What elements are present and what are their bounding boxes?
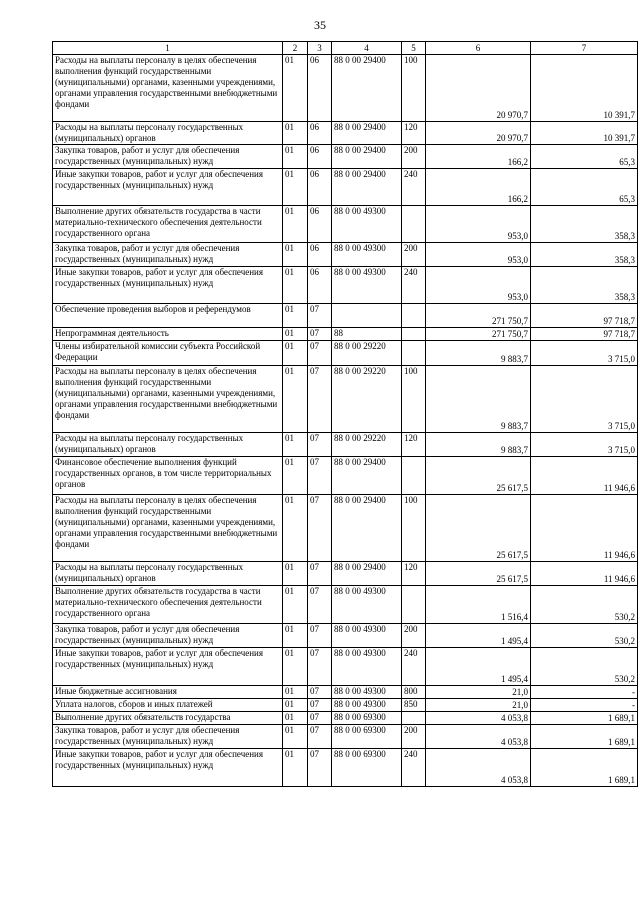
header-cell: 1 — [53, 42, 283, 55]
podrazdel-cell: 07 — [308, 624, 332, 648]
razdel-cell: 01 — [283, 145, 308, 169]
value-col6-cell: 25 617,5 — [426, 495, 531, 562]
csr-cell: 88 0 00 29220 — [332, 341, 402, 366]
table-row — [53, 725, 638, 749]
table-row — [53, 686, 638, 699]
razdel-cell: 01 — [283, 304, 308, 328]
csr-cell: 88 0 00 29220 — [332, 433, 402, 457]
row-name-cell: Расходы на выплаты персоналу государственных (муниципальных) органов — [53, 122, 283, 145]
row-name-cell: Закупка товаров, работ и услуг для обеспечения государственных (муниципальных) нужд — [53, 243, 283, 267]
value-col6-cell: 271 750,7 — [426, 328, 531, 341]
vr-cell — [402, 586, 426, 624]
table-row — [53, 122, 638, 145]
podrazdel-cell: 06 — [308, 55, 332, 122]
razdel-cell: 01 — [283, 55, 308, 122]
value-col6-cell: 21,0 — [426, 686, 531, 699]
table-row — [53, 328, 638, 341]
podrazdel-cell: 07 — [308, 562, 332, 586]
value-col7-cell: 1 689,1 — [531, 749, 638, 787]
row-name-cell: Расходы на выплаты персоналу государственных (муниципальных) органов — [53, 562, 283, 586]
csr-cell: 88 0 00 29400 — [332, 55, 402, 122]
value-col7-cell: 1 689,1 — [531, 712, 638, 725]
header-cell: 5 — [402, 42, 426, 55]
row-name-cell: Расходы на выплаты персоналу в целях обеспечения выполнения функций государственными (муниципальными) органами, казенными учреждениями, органами управления государственными внебюджетными фондами — [53, 55, 283, 122]
value-col7-cell: 358,3 — [531, 206, 638, 243]
podrazdel-cell: 07 — [308, 366, 332, 433]
value-col6-cell: 166,2 — [426, 145, 531, 169]
row-name-cell: Закупка товаров, работ и услуг для обеспечения государственных (муниципальных) нужд — [53, 624, 283, 648]
vr-cell: 240 — [402, 267, 426, 304]
table-row — [53, 243, 638, 267]
value-col6-cell: 953,0 — [426, 206, 531, 243]
row-name-cell: Иные закупки товаров, работ и услуг для обеспечения государственных (муниципальных) нужд — [53, 648, 283, 686]
value-col6-cell: 271 750,7 — [426, 304, 531, 328]
table-row — [53, 712, 638, 725]
table-row — [53, 145, 638, 169]
csr-cell: 88 0 00 69300 — [332, 712, 402, 725]
razdel-cell: 01 — [283, 686, 308, 699]
csr-cell: 88 0 00 49300 — [332, 686, 402, 699]
table-row — [53, 433, 638, 457]
podrazdel-cell: 07 — [308, 699, 332, 712]
value-col6-cell: 9 883,7 — [426, 366, 531, 433]
podrazdel-cell: 07 — [308, 686, 332, 699]
table-row — [53, 341, 638, 366]
value-col6-cell: 4 053,8 — [426, 725, 531, 749]
row-name-cell: Иные бюджетные ассигнования — [53, 686, 283, 699]
value-col6-cell: 20 970,7 — [426, 55, 531, 122]
podrazdel-cell: 06 — [308, 169, 332, 206]
value-col7-cell: 358,3 — [531, 267, 638, 304]
header-cell: 7 — [531, 42, 638, 55]
table-row — [53, 457, 638, 495]
table-row — [53, 749, 638, 787]
vr-cell — [402, 712, 426, 725]
row-name-cell: Выполнение других обязательств государства в части материально-технического обеспечения деятельности государственного органа — [53, 206, 283, 243]
vr-cell: 100 — [402, 495, 426, 562]
row-name-cell: Обеспечение проведения выборов и референдумов — [53, 304, 283, 328]
razdel-cell: 01 — [283, 749, 308, 787]
table-row — [53, 495, 638, 562]
podrazdel-cell: 07 — [308, 712, 332, 725]
vr-cell: 120 — [402, 562, 426, 586]
razdel-cell: 01 — [283, 243, 308, 267]
csr-cell: 88 0 00 29400 — [332, 457, 402, 495]
csr-cell: 88 0 00 49300 — [332, 206, 402, 243]
podrazdel-cell: 07 — [308, 433, 332, 457]
podrazdel-cell: 07 — [308, 725, 332, 749]
value-col7-cell: 3 715,0 — [531, 433, 638, 457]
podrazdel-cell: 06 — [308, 145, 332, 169]
table-row — [53, 648, 638, 686]
value-col7-cell: 530,2 — [531, 648, 638, 686]
csr-cell: 88 0 00 29400 — [332, 495, 402, 562]
value-col6-cell: 1 495,4 — [426, 624, 531, 648]
csr-cell: 88 0 00 49300 — [332, 648, 402, 686]
value-col6-cell: 9 883,7 — [426, 341, 531, 366]
csr-cell: 88 0 00 29220 — [332, 366, 402, 433]
table-row — [53, 304, 638, 328]
value-col7-cell: 530,2 — [531, 624, 638, 648]
row-name-cell: Иные закупки товаров, работ и услуг для обеспечения государственных (муниципальных) нужд — [53, 267, 283, 304]
value-col6-cell: 21,0 — [426, 699, 531, 712]
razdel-cell: 01 — [283, 328, 308, 341]
row-name-cell: Финансовое обеспечение выполнения функций государственных органов, в том числе территориальных органов — [53, 457, 283, 495]
razdel-cell: 01 — [283, 169, 308, 206]
value-col7-cell: 11 946,6 — [531, 457, 638, 495]
razdel-cell: 01 — [283, 495, 308, 562]
value-col7-cell: 3 715,0 — [531, 341, 638, 366]
value-col6-cell: 4 053,8 — [426, 712, 531, 725]
value-col6-cell: 953,0 — [426, 243, 531, 267]
value-col7-cell: 3 715,0 — [531, 366, 638, 433]
razdel-cell: 01 — [283, 341, 308, 366]
budget-table — [52, 41, 638, 787]
vr-cell: 800 — [402, 686, 426, 699]
table-row — [53, 699, 638, 712]
value-col6-cell: 9 883,7 — [426, 433, 531, 457]
value-col7-cell: 1 689,1 — [531, 725, 638, 749]
csr-cell: 88 0 00 49300 — [332, 624, 402, 648]
razdel-cell: 01 — [283, 206, 308, 243]
csr-cell: 88 0 00 29400 — [332, 122, 402, 145]
value-col7-cell: 65,3 — [531, 169, 638, 206]
razdel-cell: 01 — [283, 122, 308, 145]
vr-cell: 240 — [402, 749, 426, 787]
header-cell: 3 — [308, 42, 332, 55]
vr-cell: 200 — [402, 725, 426, 749]
value-col6-cell: 1 495,4 — [426, 648, 531, 686]
page-number: 35 — [314, 18, 326, 32]
vr-cell: 200 — [402, 624, 426, 648]
value-col6-cell: 953,0 — [426, 267, 531, 304]
value-col7-cell: - — [531, 699, 638, 712]
value-col7-cell: 11 946,6 — [531, 495, 638, 562]
csr-cell: 88 — [332, 328, 402, 341]
podrazdel-cell: 07 — [308, 586, 332, 624]
value-col7-cell: 358,3 — [531, 243, 638, 267]
value-col7-cell: 530,2 — [531, 586, 638, 624]
row-name-cell: Иные закупки товаров, работ и услуг для обеспечения государственных (муниципальных) нужд — [53, 169, 283, 206]
row-name-cell: Закупка товаров, работ и услуг для обеспечения государственных (муниципальных) нужд — [53, 145, 283, 169]
row-name-cell: Выполнение других обязательств государства — [53, 712, 283, 725]
podrazdel-cell: 07 — [308, 495, 332, 562]
razdel-cell: 01 — [283, 624, 308, 648]
podrazdel-cell: 06 — [308, 122, 332, 145]
table-row — [53, 562, 638, 586]
razdel-cell: 01 — [283, 457, 308, 495]
row-name-cell: Непрограммная деятельность — [53, 328, 283, 341]
vr-cell — [402, 328, 426, 341]
header-cell: 6 — [426, 42, 531, 55]
table-row — [53, 55, 638, 122]
value-col6-cell: 20 970,7 — [426, 122, 531, 145]
table-row — [53, 206, 638, 243]
value-col7-cell: 97 718,7 — [531, 304, 638, 328]
csr-cell: 88 0 00 29400 — [332, 145, 402, 169]
vr-cell: 120 — [402, 433, 426, 457]
value-col7-cell: 97 718,7 — [531, 328, 638, 341]
table-row — [53, 267, 638, 304]
value-col7-cell: 10 391,7 — [531, 55, 638, 122]
razdel-cell: 01 — [283, 562, 308, 586]
value-col6-cell: 4 053,8 — [426, 749, 531, 787]
vr-cell — [402, 341, 426, 366]
vr-cell — [402, 304, 426, 328]
podrazdel-cell: 07 — [308, 648, 332, 686]
table-row — [53, 586, 638, 624]
csr-cell: 88 0 00 69300 — [332, 725, 402, 749]
vr-cell: 100 — [402, 55, 426, 122]
value-col6-cell: 166,2 — [426, 169, 531, 206]
row-name-cell: Выполнение других обязательств государства в части материально-технического обеспечения деятельности государственного органа — [53, 586, 283, 624]
row-name-cell: Уплата налогов, сборов и иных платежей — [53, 699, 283, 712]
podrazdel-cell: 07 — [308, 457, 332, 495]
vr-cell — [402, 206, 426, 243]
podrazdel-cell: 06 — [308, 243, 332, 267]
row-name-cell: Расходы на выплаты персоналу в целях обеспечения выполнения функций государственными (муниципальными) органами, казенными учреждениями, органами управления государственными внебюджетными фондами — [53, 366, 283, 433]
razdel-cell: 01 — [283, 586, 308, 624]
razdel-cell: 01 — [283, 712, 308, 725]
header-row — [53, 42, 638, 55]
csr-cell: 88 0 00 49300 — [332, 267, 402, 304]
value-col6-cell: 1 516,4 — [426, 586, 531, 624]
value-col7-cell: - — [531, 686, 638, 699]
csr-cell: 88 0 00 29400 — [332, 562, 402, 586]
vr-cell: 240 — [402, 648, 426, 686]
vr-cell: 120 — [402, 122, 426, 145]
razdel-cell: 01 — [283, 648, 308, 686]
razdel-cell: 01 — [283, 699, 308, 712]
row-name-cell: Расходы на выплаты персоналу в целях обеспечения выполнения функций государственными (муниципальными) органами, казенными учреждениями, органами управления государственными внебюджетными фондами — [53, 495, 283, 562]
vr-cell: 100 — [402, 366, 426, 433]
razdel-cell: 01 — [283, 366, 308, 433]
vr-cell: 240 — [402, 169, 426, 206]
row-name-cell: Расходы на выплаты персоналу государственных (муниципальных) органов — [53, 433, 283, 457]
row-name-cell: Иные закупки товаров, работ и услуг для обеспечения государственных (муниципальных) нужд — [53, 749, 283, 787]
vr-cell — [402, 457, 426, 495]
vr-cell: 850 — [402, 699, 426, 712]
vr-cell: 200 — [402, 145, 426, 169]
table-row — [53, 624, 638, 648]
podrazdel-cell: 07 — [308, 304, 332, 328]
podrazdel-cell: 07 — [308, 749, 332, 787]
csr-cell: 88 0 00 69300 — [332, 749, 402, 787]
table-row — [53, 366, 638, 433]
header-cell: 4 — [332, 42, 402, 55]
value-col6-cell: 25 617,5 — [426, 457, 531, 495]
csr-cell: 88 0 00 29400 — [332, 169, 402, 206]
razdel-cell: 01 — [283, 433, 308, 457]
header-cell: 2 — [283, 42, 308, 55]
value-col7-cell: 65,3 — [531, 145, 638, 169]
row-name-cell: Закупка товаров, работ и услуг для обеспечения государственных (муниципальных) нужд — [53, 725, 283, 749]
podrazdel-cell: 07 — [308, 341, 332, 366]
row-name-cell: Члены избирательной комиссии субъекта Российской Федерации — [53, 341, 283, 366]
csr-cell: 88 0 00 49300 — [332, 243, 402, 267]
value-col6-cell: 25 617,5 — [426, 562, 531, 586]
csr-cell — [332, 304, 402, 328]
vr-cell: 200 — [402, 243, 426, 267]
csr-cell: 88 0 00 49300 — [332, 586, 402, 624]
podrazdel-cell: 06 — [308, 267, 332, 304]
value-col7-cell: 10 391,7 — [531, 122, 638, 145]
podrazdel-cell: 07 — [308, 328, 332, 341]
podrazdel-cell: 06 — [308, 206, 332, 243]
razdel-cell: 01 — [283, 725, 308, 749]
table-body — [53, 42, 638, 787]
table-row — [53, 169, 638, 206]
value-col7-cell: 11 946,6 — [531, 562, 638, 586]
csr-cell: 88 0 00 49300 — [332, 699, 402, 712]
razdel-cell: 01 — [283, 267, 308, 304]
